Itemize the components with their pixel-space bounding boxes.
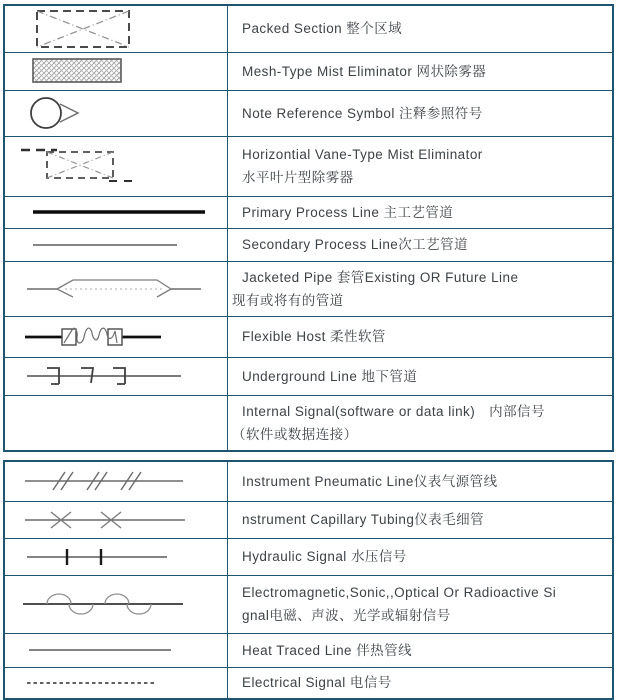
heat-traced-line-label-cell: [228, 633, 614, 667]
legend-row-electromagnetic-signal: [4, 575, 613, 633]
legend-row-heat-traced-line: [4, 633, 613, 667]
primary-process-line-label-line1: Primary Process Line 主工艺管道: [242, 204, 454, 220]
hydraulic-signal-symbol-cell: [4, 538, 228, 575]
legend-row-electrical-signal: [4, 667, 613, 699]
horizontal-vane-type-mist-eliminator-symbol-cell: [4, 136, 228, 196]
table-gap: [3, 452, 615, 460]
legend-row-mesh-type-mist-eliminator: [4, 52, 613, 90]
instrument-pneumatic-line-label-line1: Instrument Pneumatic Line仪表气源管线: [242, 473, 498, 489]
packed-section-label-line1: Packed Section 整个区域: [242, 21, 403, 37]
jacketed-pipe-label-line2: 现有或将有的管道: [232, 292, 344, 308]
legend-row-underground-line: [4, 357, 613, 395]
legend-row-flexible-host: [4, 316, 613, 357]
underground-line-label-cell: [228, 357, 614, 395]
underground-line-label-line1: Underground Line 地下管道: [242, 368, 418, 384]
electrical-signal-label-cell: [228, 667, 614, 699]
instrument-pneumatic-line-icon: [19, 463, 227, 499]
electromagnetic-signal-label-line1: Electromagnetic,Sonic,,Optical Or Radioactive Si: [242, 585, 557, 600]
primary-process-line-symbol-cell: [4, 196, 228, 228]
legend-row-internal-signal: [4, 395, 613, 451]
note-reference-symbol-label-cell: [228, 90, 614, 136]
note-reference-symbol-label-line1: Note Reference Symbol 注释参照符号: [242, 105, 483, 121]
electromagnetic-signal-label-cell: [228, 575, 614, 633]
legend-row-horizontal-vane-type-mist-eliminator: [4, 136, 613, 196]
mesh-type-mist-eliminator-label-cell: [228, 52, 614, 90]
mesh-type-mist-eliminator-symbol-cell: [4, 52, 228, 90]
legend-row-packed-section: [4, 5, 613, 52]
electrical-signal-symbol-cell: [4, 667, 228, 699]
instrument-pneumatic-line-label-cell: [228, 461, 614, 501]
legend-row-instrument-pneumatic-line: [4, 461, 613, 501]
electromagnetic-signal-label-line2: gnal电磁、声波、光学或辐射信号: [242, 608, 451, 623]
packed-section-icon: [19, 7, 227, 51]
legend-table-upper: [3, 4, 614, 452]
underground-line-icon: [19, 358, 227, 394]
instrument-pneumatic-line-symbol-cell: [4, 461, 228, 501]
empty-symbol-cell: [4, 395, 228, 451]
electromagnetic-signal-icon: [19, 584, 227, 624]
jacketed-pipe-icon: [19, 269, 227, 309]
primary-process-line-label-cell: [228, 196, 614, 228]
flexible-host-label-line1: Flexible Host 柔性软管: [242, 329, 386, 344]
jacketed-pipe-symbol-cell: [4, 261, 228, 316]
electrical-signal-icon: [19, 668, 227, 698]
hydraulic-signal-icon: [19, 539, 227, 575]
instrument-capillary-tubing-label-cell: [228, 501, 614, 538]
hydraulic-signal-label-line1: Hydraulic Signal 水压信号: [242, 549, 407, 564]
jacketed-pipe-label-cell: [228, 261, 614, 316]
mesh-type-mist-eliminator-icon: [19, 53, 227, 89]
flexible-host-icon: [19, 317, 227, 357]
hydraulic-signal-label-cell: [228, 538, 614, 575]
primary-process-line-icon: [19, 197, 227, 227]
secondary-process-line-symbol-cell: [4, 228, 228, 261]
instrument-capillary-tubing-symbol-cell: [4, 501, 228, 538]
internal-signal-label-line2: （软件或数据连接）: [232, 426, 358, 442]
electrical-signal-label-line1: Electrical Signal 电信号: [242, 675, 392, 690]
legend-row-note-reference-symbol: [4, 90, 613, 136]
note-reference-symbol-symbol-cell: [4, 90, 228, 136]
legend-row-hydraulic-signal: [4, 538, 613, 575]
flexible-host-label-cell: [228, 316, 614, 357]
mesh-type-mist-eliminator-label-line1: Mesh-Type Mist Eliminator 网状除雾器: [242, 63, 487, 79]
legend-row-secondary-process-line: [4, 228, 613, 261]
instrument-capillary-tubing-icon: [19, 502, 227, 538]
horizontal-vane-type-mist-eliminator-label-line1: Horizontial Vane-Type Mist Eliminator: [242, 147, 483, 162]
legend-table-lower: [3, 460, 614, 700]
underground-line-symbol-cell: [4, 357, 228, 395]
instrument-capillary-tubing-label-line1: nstrument Capillary Tubing仪表毛细管: [242, 512, 485, 527]
heat-traced-line-label-line1: Heat Traced Line 伴热管线: [242, 642, 413, 658]
legend-row-primary-process-line: [4, 196, 613, 228]
packed-section-label-cell: [228, 5, 614, 52]
note-reference-symbol-icon: [19, 91, 227, 135]
secondary-process-line-icon: [19, 230, 227, 260]
legend-row-jacketed-pipe: [4, 261, 613, 316]
electromagnetic-signal-symbol-cell: [4, 575, 228, 633]
secondary-process-line-label-cell: [228, 228, 614, 261]
jacketed-pipe-label-line1: Jacketed Pipe 套管Existing OR Future Line: [242, 269, 519, 285]
heat-traced-line-symbol-cell: [4, 633, 228, 667]
horizontal-vane-type-mist-eliminator-icon: [19, 140, 227, 192]
legend-row-instrument-capillary-tubing: [4, 501, 613, 538]
internal-signal-label-cell: [228, 395, 614, 451]
horizontal-vane-type-mist-eliminator-label-line2: 水平叶片型除雾器: [242, 170, 354, 185]
heat-traced-line-icon: [19, 635, 227, 665]
packed-section-symbol-cell: [4, 5, 228, 52]
internal-signal-label-line1: Internal Signal(software or data link) 内部信号: [242, 403, 545, 419]
horizontal-vane-type-mist-eliminator-label-cell: [228, 136, 614, 196]
flexible-host-symbol-cell: [4, 316, 228, 357]
secondary-process-line-label-line1: Secondary Process Line次工艺管道: [242, 237, 468, 252]
